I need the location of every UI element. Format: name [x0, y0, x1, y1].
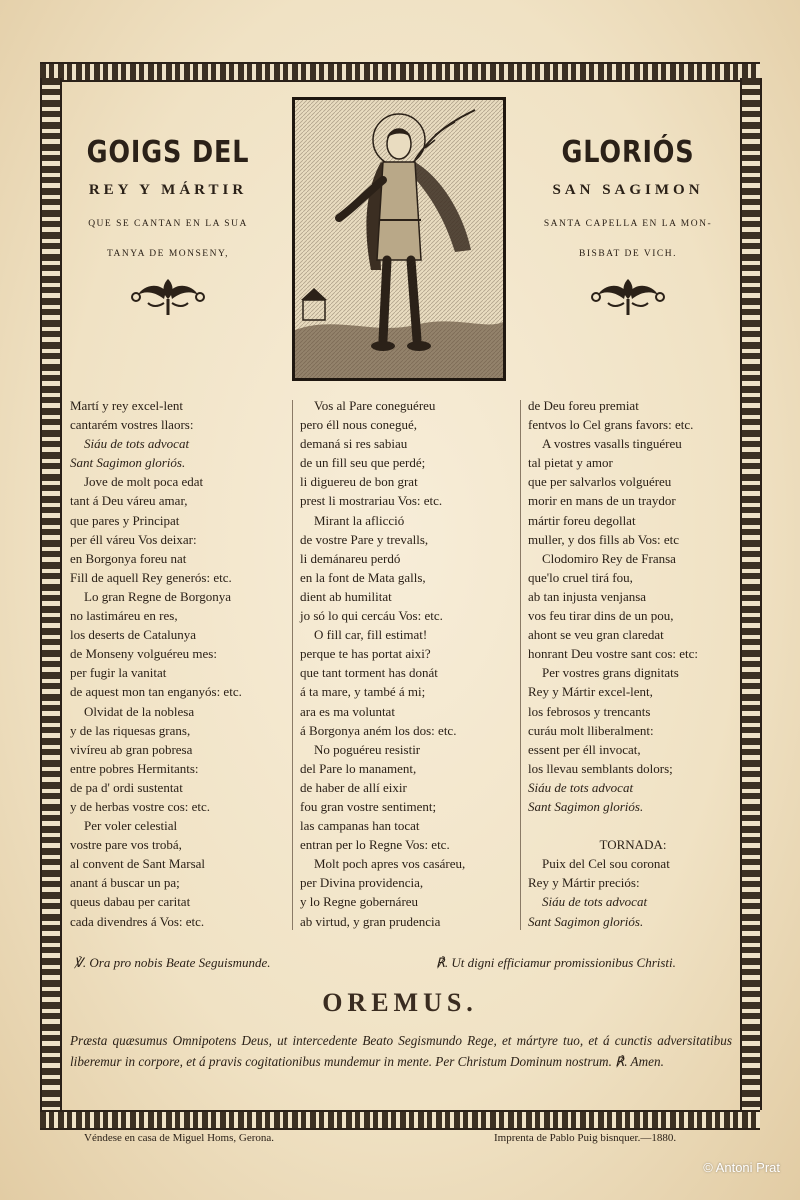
verse-line: á Borgonya aném los dos: etc.: [300, 722, 457, 738]
verse-line: mártir foreu degollat: [528, 512, 636, 528]
verse-line: de haber de allí eixir: [300, 779, 407, 795]
verse-line: al convent de Sant Marsal: [70, 856, 206, 872]
photo-credit: © Antoni Prat: [703, 1160, 780, 1175]
verse-line: Per voler celestial: [84, 818, 178, 834]
verse-line: Jove de molt poca edat: [84, 474, 204, 490]
verse-line: honrant Deu vostre sant cos: etc:: [528, 646, 699, 662]
verse-line: los deserts de Catalunya: [70, 627, 196, 643]
verse-line: perque te has portat aixi?: [300, 646, 431, 662]
verse-line: Sant Sagimon gloriós.: [528, 798, 644, 814]
verse-line: A vostres vasalls tinguéreu: [542, 436, 682, 452]
verse-line: Rey y Mártir excel-lent,: [528, 684, 653, 700]
verse-line: y lo Regne gobernáreu: [300, 894, 419, 910]
verse-line: pero éll nous conegué,: [300, 417, 417, 433]
verse-line: los febrosos y trencants: [528, 703, 651, 719]
verse-line: morir en mans de un traydor: [528, 493, 676, 509]
verse-line: dient ab humilitat: [300, 588, 392, 604]
verse-line: cada divendres á Vos: etc.: [70, 913, 205, 929]
verse-line: los llevau semblants dolors;: [528, 760, 673, 776]
verse-line: demaná si res sabiau: [300, 436, 408, 452]
fleuron-ornament-icon: [588, 277, 668, 317]
verse-column-1: [70, 396, 288, 931]
verse-line: y de las riquesas grans,: [70, 722, 191, 738]
verse-line: en Borgonya foreu nat: [70, 550, 187, 566]
verse-line: queus dabau per caritat: [70, 894, 191, 910]
prayer-text: Præsta quæsumus Omnipotens Deus, ut intercedente Beato Segismundo Rege, et mártyre tuo, et á cunctis adversitatibus liberemur in corpore, et á pravis cogitationibus mundemur in mente. Per Christum Dominum nostrum. ℟. Amen.: [70, 1033, 732, 1069]
verse-line: [528, 816, 738, 835]
verse-line: Siáu de tots advocat: [542, 894, 648, 910]
verse-line: li demánareu perdó: [300, 550, 401, 566]
verse-line: ahont se veu gran claredat: [528, 627, 664, 643]
verse-line: tant á Deu váreu amar,: [70, 493, 188, 509]
footer-printer: Imprenta de Pablo Puig bisnquer.—1880.: [494, 1132, 677, 1144]
verse-line: ab tan injusta venjansa: [528, 588, 647, 604]
verse-line: Fill de aquell Rey generós: etc.: [70, 569, 232, 585]
verse-line: de pa d' ordi sustentat: [70, 779, 183, 795]
verse-line: de un fill seu que perdé;: [300, 455, 426, 471]
verse-line: vivíreu ab gran pobresa: [70, 741, 193, 757]
verse-line: No poguéreu resistir: [314, 741, 421, 757]
oremus-heading: OREMUS.: [322, 988, 478, 1017]
verses-section: [60, 396, 740, 936]
verse-line: Lo gran Regne de Borgonya: [84, 588, 232, 604]
verse-line: fou gran vostre sentiment;: [300, 798, 437, 814]
fleuron-ornament-icon: [128, 277, 208, 317]
verse-line: jo só lo qui cercáu Vos: etc.: [300, 608, 443, 624]
heading-line-1: QUE SE CANTAN EN LA SUA: [88, 219, 248, 229]
verse-line: ara es ma voluntat: [300, 703, 395, 719]
versicle: ℣. Ora pro nobis Beate Seguismunde.: [74, 955, 271, 970]
verse-line: Puix del Cel sou coronat: [542, 856, 670, 872]
verse-line: las campanas han tocat: [300, 818, 420, 834]
verse-line: Per vostres grans dignitats: [542, 665, 679, 681]
verse-line: vostre pare vos trobá,: [70, 837, 182, 853]
verse-line: anant á buscar un pa;: [70, 875, 180, 891]
verse-line: essent per éll invocat,: [528, 741, 641, 757]
verse-line: del Pare lo manament,: [300, 760, 417, 776]
saint-woodcut-image: [292, 97, 506, 381]
verse-line: y de herbas vostre cos: etc.: [70, 798, 211, 814]
verse-line: per Divina providencia,: [300, 875, 424, 891]
verse-line: no lastimáreu en res,: [70, 608, 178, 624]
verse-line: Siáu de tots advocat: [528, 779, 634, 795]
verse-line: vos feu tirar dins de un pou,: [528, 608, 674, 624]
verse-line: Olvidat de la noblesa: [84, 703, 195, 719]
heading-line-3: SANTA CAPELLA EN LA MON-: [543, 219, 713, 229]
response: ℟. Ut digni efficiamur promissionibus Christi.: [436, 955, 676, 970]
verse-line: fentvos lo Cel grans favors: etc.: [528, 417, 694, 433]
footer-seller: Véndese en casa de Miguel Homs, Gerona.: [84, 1132, 274, 1144]
verse-line: entran per lo Regne Vos: etc.: [300, 837, 450, 853]
subtitle-san-sagimon: SAN SAGIMON: [552, 182, 704, 198]
verse-line: Rey y Mártir preciós:: [528, 875, 640, 891]
verse-line: de vostre Pare y trevalls,: [300, 531, 429, 547]
title-glorios: GLORIÓS: [561, 135, 695, 170]
verse-line: li diguereu de bon grat: [300, 474, 418, 490]
title-left-block: [48, 135, 288, 317]
verse-line: Sant Sagimon gloriós.: [70, 455, 186, 471]
verse-line: que tant torment has donát: [300, 665, 438, 681]
verse-line: en la font de Mata galls,: [300, 569, 426, 585]
verse-line: tal pietat y amor: [528, 455, 613, 471]
border-top: [40, 62, 760, 82]
verse-line: per fugir la vanitat: [70, 665, 167, 681]
verse-line: Vos al Pare coneguéreu: [314, 398, 436, 413]
verse-line: que'lo cruel tirá fou,: [528, 569, 633, 585]
verse-line: per éll váreu Vos deixar:: [70, 531, 197, 547]
verse-column-3: [528, 396, 738, 931]
verse-line: Martí y rey excel-lent: [70, 398, 183, 413]
border-bottom: [40, 1110, 760, 1130]
heading-line-2: TANYA DE MONSENY,: [107, 249, 229, 259]
verse-line: ab virtud, y gran prudencia: [300, 913, 441, 929]
verse-line: á ta mare, y també á mi;: [300, 684, 426, 700]
verse-line: curáu molt lliberalment:: [528, 722, 654, 738]
verse-line: que per salvarlos volguéreu: [528, 474, 672, 490]
title-right-block: [508, 135, 748, 317]
verse-line: prest li mostrariau Vos: etc.: [300, 493, 443, 509]
verse-line: entre pobres Hermitants:: [70, 760, 199, 776]
verse-line: Molt poch apres vos casáreu,: [314, 856, 466, 872]
title-goigs-del: GOIGS DEL: [86, 135, 250, 170]
verse-column-2: [300, 396, 518, 931]
verse-line: O fill car, fill estimat!: [314, 627, 428, 643]
verse-line: Sant Sagimon gloriós.: [528, 913, 644, 929]
verse-line: de aquest mon tan enganyós: etc.: [70, 684, 242, 700]
verse-line: Siáu de tots advocat: [84, 436, 190, 452]
tornada-heading: TORNADA:: [599, 837, 667, 853]
verse-line: muller, y dos fills ab Vos: etc: [528, 531, 680, 547]
verse-line: Mirant la aflicció: [314, 512, 405, 528]
column-divider: [520, 400, 521, 930]
verse-line: Clodomiro Rey de Fransa: [542, 550, 676, 566]
verse-line: cantarém vostres llaors:: [70, 417, 194, 433]
verse-line: de Deu foreu premiat: [528, 398, 639, 413]
verse-line: de Monseny volguéreu mes:: [70, 646, 217, 662]
heading-line-4: BISBAT DE VICH.: [579, 249, 677, 259]
column-divider: [292, 400, 293, 930]
verse-line: que pares y Principat: [70, 512, 180, 528]
subtitle-rey-martir: REY Y MÁRTIR: [88, 182, 248, 198]
